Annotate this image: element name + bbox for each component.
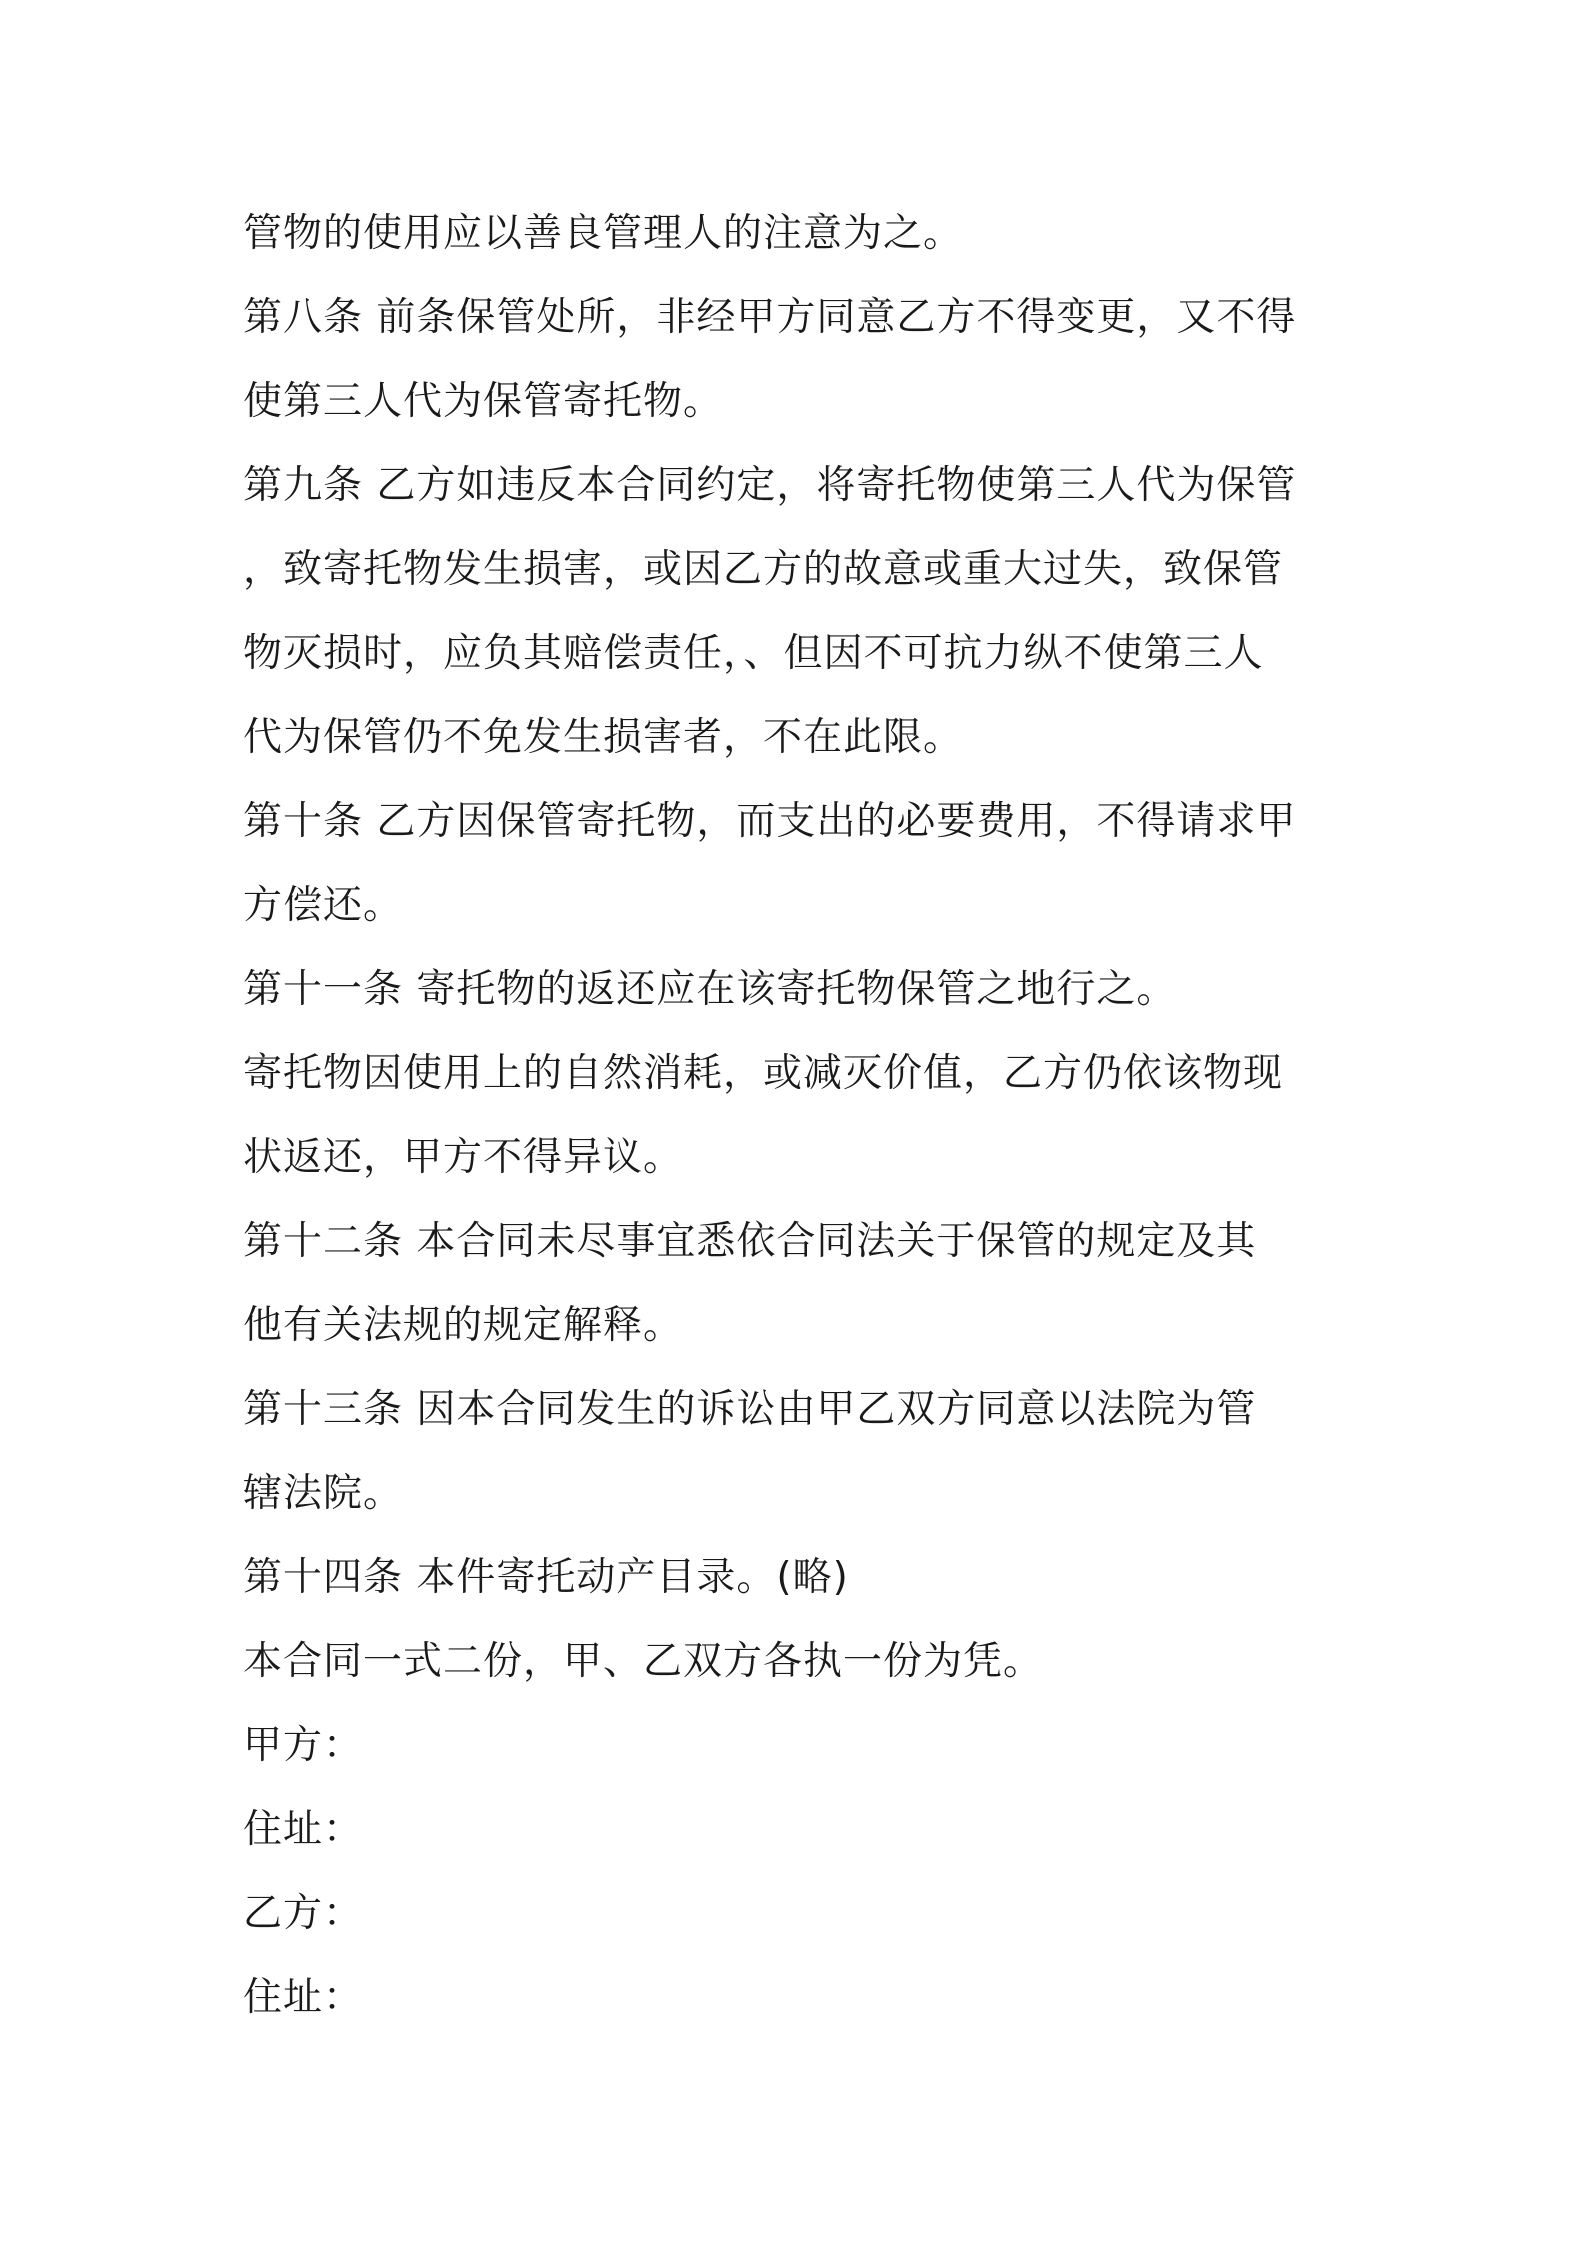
text-line: 第十一条 寄托物的返还应在该寄托物保管之地行之。 xyxy=(243,967,1177,1012)
party-b-label: 乙方： xyxy=(243,1891,364,1936)
text-line: ，致寄托物发生损害，或因乙方的故意或重大过失，致保管 xyxy=(243,547,1284,592)
text-line: 本合同一式二份，甲、乙双方各执一份为凭。 xyxy=(243,1639,1044,1684)
text-line: 他有关法规的规定解释。 xyxy=(243,1303,684,1348)
text-line: 第九条 乙方如违反本合同约定，将寄托物使第三人代为保管 xyxy=(243,463,1297,508)
text-line: 第十四条 本件寄托动产目录。(略) xyxy=(243,1555,849,1600)
text-line: 状返还，甲方不得异议。 xyxy=(243,1135,684,1180)
text-line: 第十三条 因本合同发生的诉讼由甲乙双方同意以法院为管 xyxy=(243,1387,1257,1432)
text-line: 代为保管仍不免发生损害者，不在此限。 xyxy=(243,715,964,760)
text-line: 第八条 前条保管处所，非经甲方同意乙方不得变更，又不得 xyxy=(243,295,1297,340)
party-a-address-label: 住址： xyxy=(243,1807,364,1852)
document-body xyxy=(243,192,1363,2040)
text-line: 物灭损时，应负其赔偿责任，、但因不可抗力纵不使第三人 xyxy=(243,631,1264,676)
text-line: 方偿还。 xyxy=(243,883,404,928)
party-b-address-label: 住址： xyxy=(243,1975,364,2020)
party-a-label: 甲方： xyxy=(243,1723,364,1768)
text-line: 第十条 乙方因保管寄托物，而支出的必要费用，不得请求甲 xyxy=(243,799,1297,844)
text-line: 辖法院。 xyxy=(243,1471,404,1516)
text-line: 第十二条 本合同未尽事宜悉依合同法关于保管的规定及其 xyxy=(243,1219,1257,1264)
text-line: 寄托物因使用上的自然消耗，或减灭价值，乙方仍依该物现 xyxy=(243,1051,1284,1096)
text-line: 使第三人代为保管寄托物。 xyxy=(243,379,724,424)
text-line: 管物的使用应以善良管理人的注意为之。 xyxy=(243,211,964,256)
